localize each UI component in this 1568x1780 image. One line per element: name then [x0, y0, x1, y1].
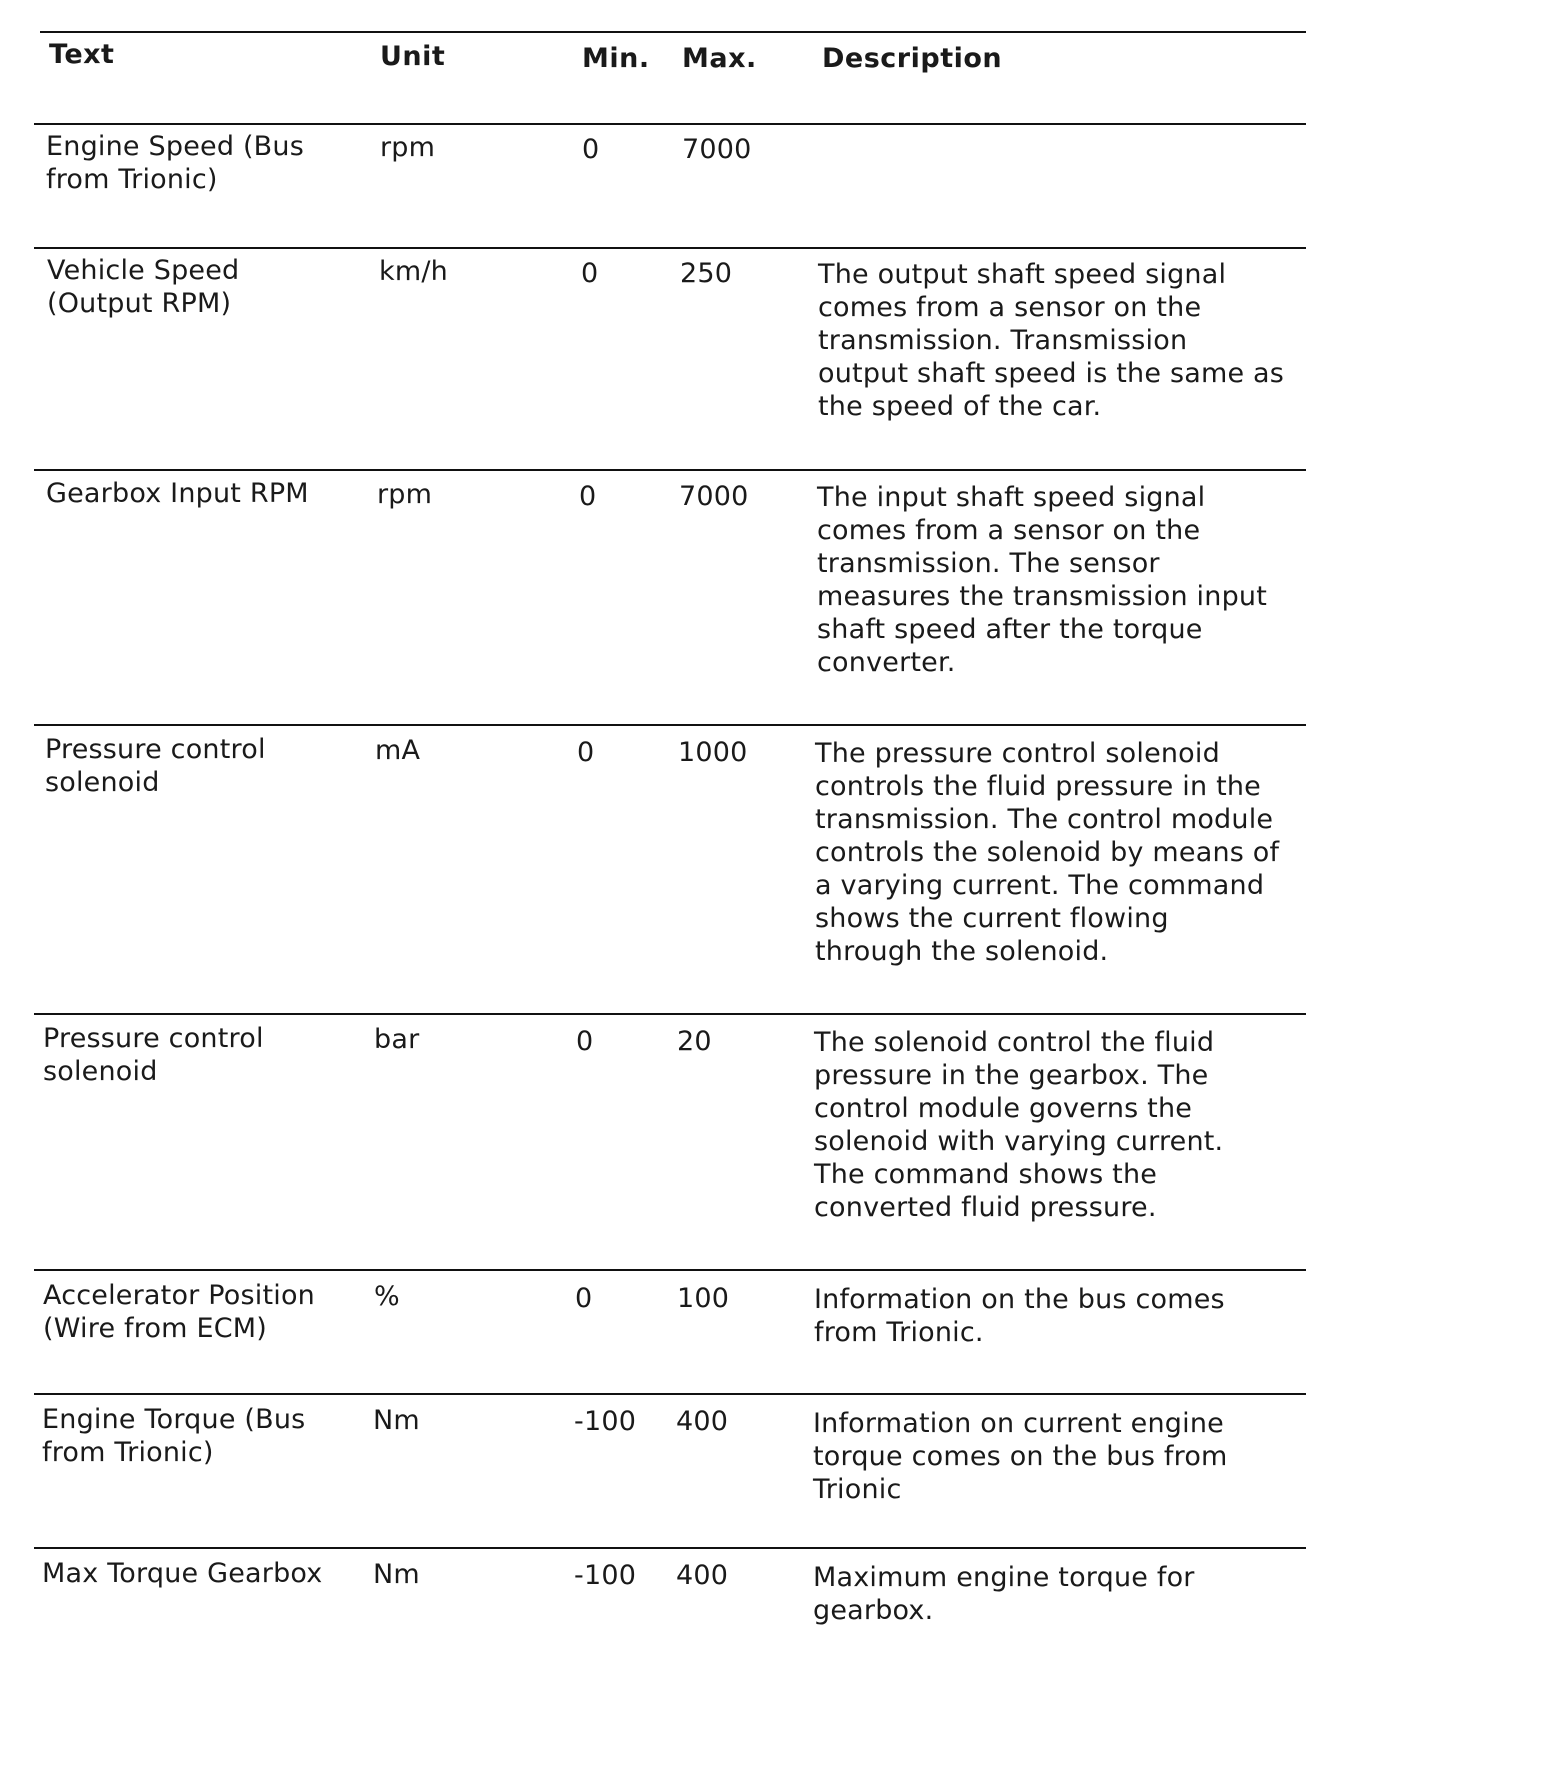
row-2-unit: km/h	[379, 256, 448, 287]
row-5-text: Pressure control solenoid	[43, 1023, 264, 1087]
header-text: Text	[49, 39, 115, 70]
header-max: Max.	[682, 43, 757, 74]
row-3-description: The input shaft speed signal comes from a sensor on the transmission. The sensor measures the transmission input shaft speed after the torque converter.	[817, 482, 1268, 678]
row-4-description: The pressure control solenoid controls the fluid pressure in the transmission. The control module controls the solenoid by means of a varying current. The command shows the current flowing through the solenoid.	[815, 738, 1280, 967]
row-1-unit: rpm	[380, 132, 436, 163]
row-7-text: Engine Torque (Bus from Trionic)	[42, 1404, 306, 1468]
row-6-text: Accelerator Position (Wire from ECM)	[43, 1280, 315, 1344]
row-5-max: 20	[677, 1026, 712, 1057]
row-separator	[34, 247, 1306, 249]
row-7-max: 400	[676, 1406, 729, 1437]
row-5-description: The solenoid control the fluid pressure in the gearbox. The control module governs the solenoid with varying current. The command shows the converted fluid pressure.	[814, 1027, 1224, 1223]
row-separator	[34, 724, 1306, 726]
row-8-unit: Nm	[373, 1559, 420, 1590]
header-min: Min.	[582, 43, 650, 74]
row-3-min: 0	[579, 481, 597, 512]
header-description: Description	[822, 43, 1003, 74]
row-4-unit: mA	[375, 735, 421, 766]
row-7-min: -100	[574, 1406, 637, 1437]
row-8-text: Max Torque Gearbox	[42, 1558, 323, 1589]
row-separator	[34, 123, 1306, 125]
row-separator	[34, 1547, 1306, 1549]
row-2-text: Vehicle Speed (Output RPM)	[47, 255, 240, 319]
row-4-min: 0	[577, 737, 595, 768]
row-5-min: 0	[576, 1026, 594, 1057]
row-1-min: 0	[582, 134, 600, 165]
row-2-description: The output shaft speed signal comes from a sensor on the transmission. Transmission output shaft speed is the same as the speed of the car.	[818, 259, 1285, 422]
row-6-min: 0	[575, 1283, 593, 1314]
row-8-min: -100	[574, 1560, 637, 1591]
row-1-text: Engine Speed (Bus from Trionic)	[46, 131, 304, 195]
header-unit: Unit	[380, 41, 446, 72]
row-separator	[34, 1269, 1306, 1271]
row-8-description: Maximum engine torque for gearbox.	[813, 1562, 1195, 1626]
row-4-max: 1000	[678, 737, 748, 768]
row-6-description: Information on the bus comes from Trionic.	[814, 1284, 1225, 1348]
row-separator	[34, 469, 1306, 471]
row-4-text: Pressure control solenoid	[45, 734, 266, 798]
row-3-unit: rpm	[377, 479, 433, 510]
row-5-unit: bar	[374, 1024, 420, 1055]
row-7-unit: Nm	[373, 1405, 420, 1436]
row-3-text: Gearbox Input RPM	[46, 478, 309, 509]
table-top-rule	[40, 31, 1306, 33]
row-2-max: 250	[680, 258, 733, 289]
row-separator	[34, 1393, 1306, 1395]
row-1-max: 7000	[682, 134, 752, 165]
row-2-min: 0	[581, 258, 599, 289]
row-6-unit: %	[374, 1281, 400, 1312]
row-3-max: 7000	[679, 481, 749, 512]
row-7-description: Information on current engine torque comes on the bus from Trionic	[813, 1408, 1228, 1505]
row-6-max: 100	[677, 1283, 730, 1314]
row-separator	[34, 1013, 1306, 1015]
row-8-max: 400	[676, 1560, 729, 1591]
